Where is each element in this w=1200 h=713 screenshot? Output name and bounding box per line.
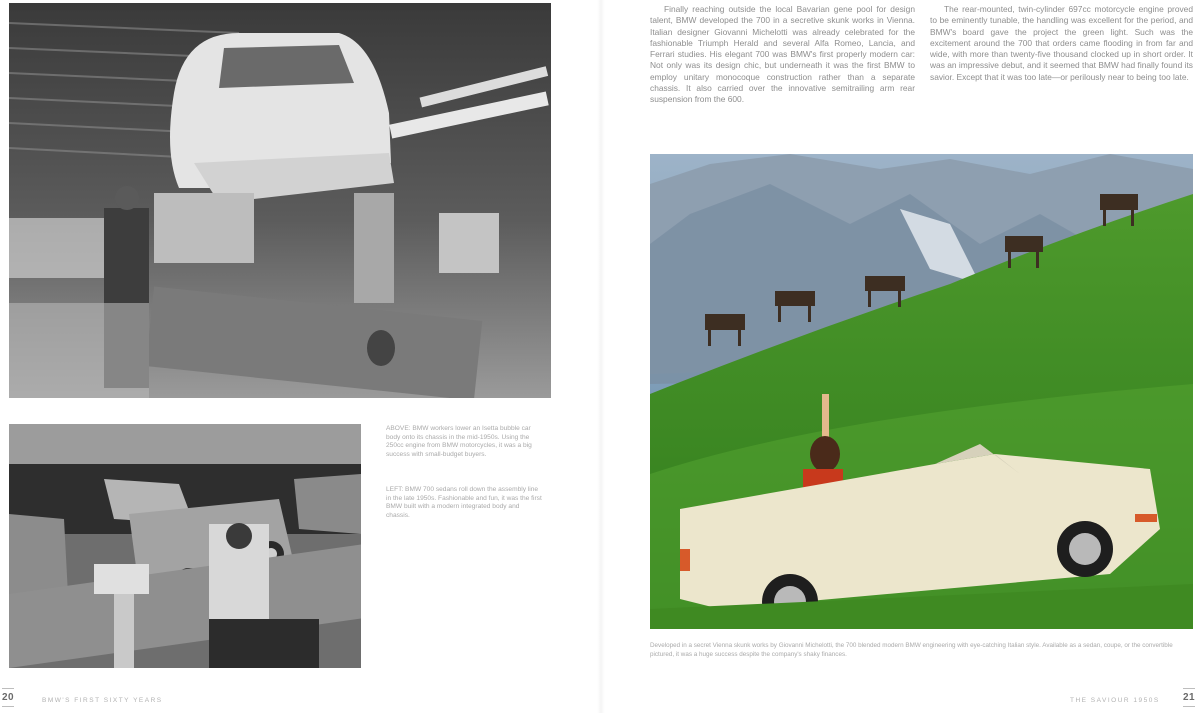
running-head-left: BMW'S FIRST SIXTY YEARS: [42, 697, 163, 704]
photo-bmw-700-assembly-line: [9, 424, 361, 668]
body-text-column-2: The rear-mounted, twin-cylinder 697cc motorcycle engine proved to be eminently tunable, the handling was excellent for the period, and BMW's board gave the project the green light. Such was the excitement around the 700 that orders came flooding in from far and wide, with more than twenty-five thousand clocked up in short order. It was an impressive debut, and it seemed that BMW had finally found its savior. Except that it was too late—or perilously near to being too late.: [930, 4, 1193, 82]
book-gutter: [597, 0, 605, 713]
running-head-right: THE SAVIOUR 1950S: [1070, 697, 1160, 704]
body-text-column-1: Finally reaching outside the local Bavarian gene pool for design talent, BMW developed the 700 in a secretive skunk works in Vienna. Italian designer Giovanni Michelotti was already celebrated for the fashionable Triumph Herald and several Alfa Romeo, Lancia, and Ferrari studies. His elegant 700 was BMW's first properly modern car: Not only was its design chic, but underneath it was the first BMW to employ unitary monocoque construction rather than a separate chassis. It also carried over the innovative semitrailing arm rear suspension from the 600.: [650, 4, 915, 105]
page-number-right: 21: [1183, 692, 1196, 703]
caption-cabriolet-photo: Developed in a secret Vienna skunk works by Giovanni Michelotti, the 700 blended modern BMW engineering with eye-catching Italian style. Available as a sedan, coupe, or the convertible pictured, it was a huge success despite the company's shaky finances.: [650, 642, 1173, 658]
caption-isetta-photo: ABOVE: BMW workers lower an Isetta bubble car body onto its chassis in the mid-1950s. Using the 250cc engine from BMW motorcycles, it was a big success with small-budget buyers.: [386, 425, 532, 458]
caption-700-assembly-photo: LEFT: BMW 700 sedans roll down the assembly line in the late 1950s. Fashionable and fun, it was the first BMW built with a modern integrated body and chassis.: [386, 486, 542, 519]
photo-isetta-assembly-line: [9, 3, 551, 398]
photo-700-cabriolet-alpine-meadow: [650, 154, 1193, 629]
page-number-left: 20: [2, 692, 15, 703]
